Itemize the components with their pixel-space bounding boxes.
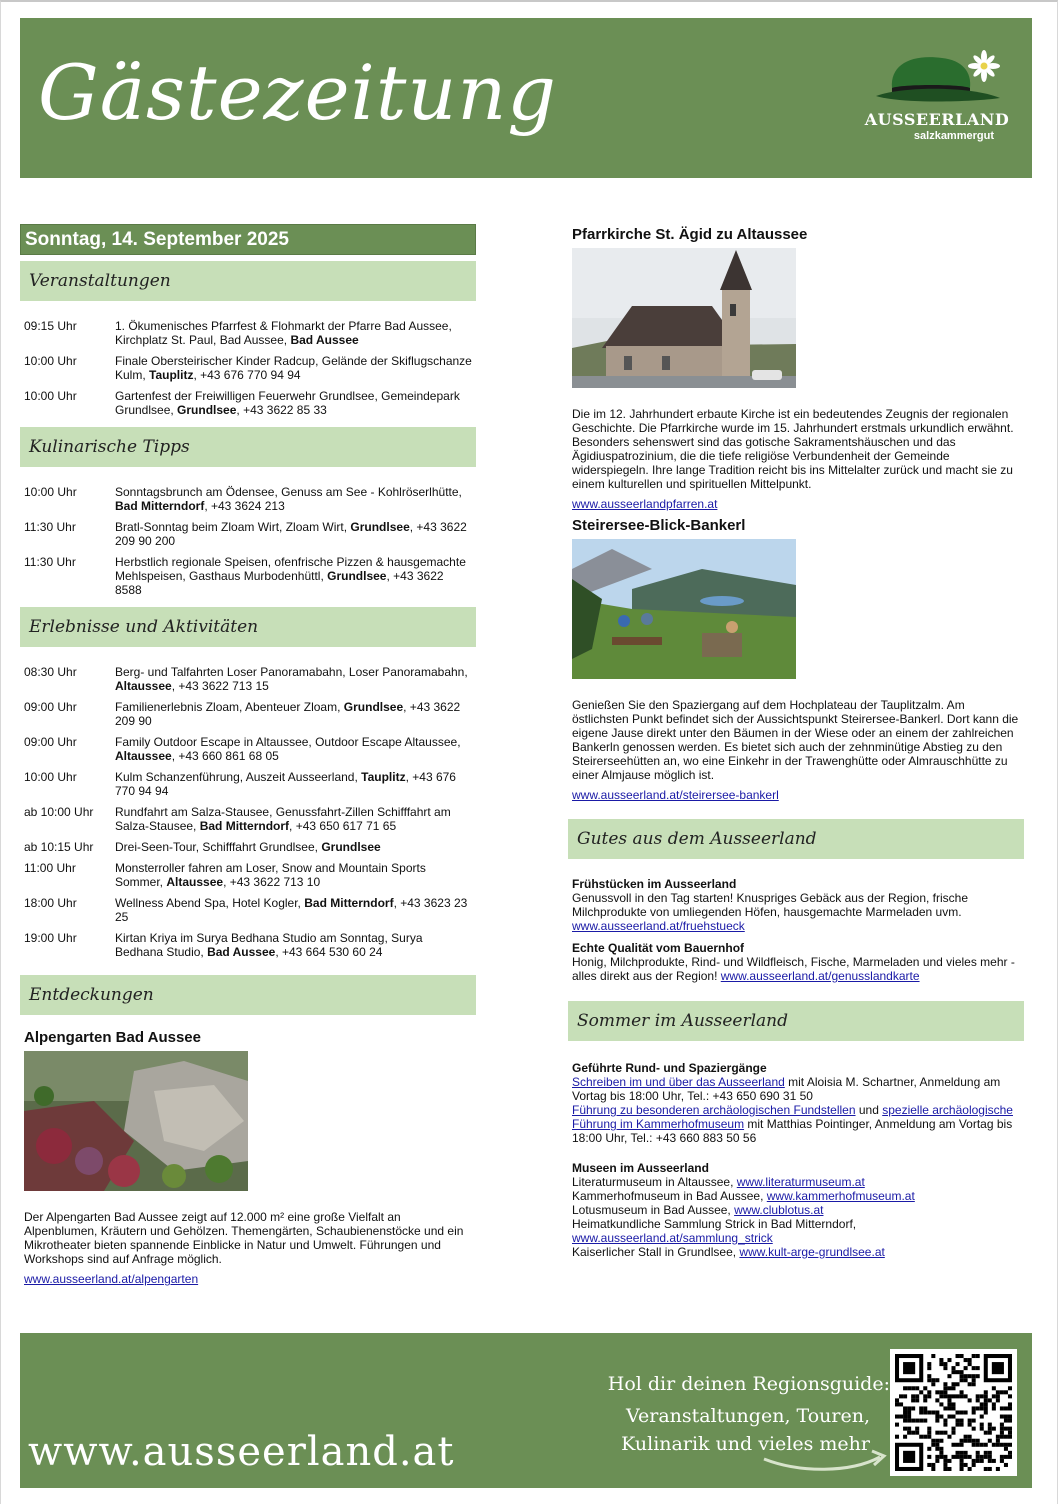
event-contact: , +43 676 770 94 94 [193, 368, 301, 382]
event-time: 11:30 Uhr [24, 520, 76, 534]
event-time: 10:00 Uhr [24, 354, 77, 368]
event-contact: , +43 3622 713 15 [171, 679, 269, 693]
event-text: 1. Ökumenisches Pfarrfest & Flohmarkt der Pfarre Bad Aussee, Kirchplatz St. Paul, Bad Aussee, [115, 319, 452, 347]
alpengarten-title: Alpengarten Bad Aussee [24, 1029, 201, 1046]
footer-line-2: Veranstaltungen, Touren, [626, 1405, 870, 1427]
event-description [115, 485, 472, 513]
event-contact: , +43 660 861 68 05 [171, 749, 279, 763]
museum-4-link[interactable]: www.ausseerland.at/sammlung_strick [572, 1231, 773, 1245]
kammerhof-fuehrung-link[interactable]: spezielle archäologische Führung im Kammerhofmuseum [572, 1103, 1013, 1131]
museen-title: Museen im Ausseerland [572, 1161, 709, 1175]
event-description [115, 770, 472, 798]
event-place: Bad Aussee [290, 333, 359, 347]
event-text: Rundfahrt am Salza-Stausee, Genussfahrt-Zillen Schifffahrt am Salza-Stausee, [115, 805, 451, 833]
left-column [20, 224, 476, 1286]
event-place: Altaussee [115, 679, 172, 693]
event-contact: , +43 664 530 60 24 [275, 945, 383, 959]
event-place: Bad Mitterndorf [115, 499, 205, 513]
schreiben-text: mit Aloisia M. Schartner, Anmeldung am Vortag bis 18:00 Uhr, Tel.: +43 650 690 31 50 [572, 1075, 1001, 1103]
event-description [115, 555, 472, 597]
header-banner [20, 18, 1032, 178]
kirche-link[interactable]: www.ausseerlandpfarren.at [572, 497, 718, 511]
ausseerland-logo [862, 44, 1012, 154]
event-contact: , +43 676 770 94 94 [115, 770, 456, 798]
event-place: Grundlsee [327, 569, 387, 583]
event-row [24, 665, 472, 693]
event-text: Familienerlebnis Zloam, Abenteuer Zloam, [115, 700, 344, 714]
event-contact: , +43 3622 209 90 [115, 700, 461, 728]
footer-url[interactable]: www.ausseerland.at [28, 1429, 455, 1475]
event-place: Grundlsee [321, 840, 381, 854]
fruehstueck-text: Genussvoll in den Tag starten! Knuspriges Gebäck aus der Region, frische Milchprodukte von umliegenden Höfen, hausgemachte Marmeladen uvm. [572, 891, 968, 919]
event-description [115, 840, 472, 854]
fruehstueck-title: Frühstücken im Ausseerland [572, 877, 737, 891]
alpengarten-photo [24, 1051, 248, 1191]
event-text: Monsterroller fahren am Loser, Snow and Mountain Sports Sommer, [115, 861, 426, 889]
alpengarten-text: Der Alpengarten Bad Aussee zeigt auf 12.000 m² eine große Vielfalt an Alpenblumen, Kräutern und Gehölzen. Themengärten, Schaubienenstöcke und ein Mikrotheater bieten spannende Einblicke in Natur und Umwelt. Führungen und Workshops sind auf Anfrage möglich. [24, 1210, 464, 1266]
hat-edelweiss-icon [862, 44, 1012, 114]
event-text: Wellness Abend Spa, Hotel Kogler, [115, 896, 305, 910]
right-column [568, 224, 1024, 1259]
event-time: 11:00 Uhr [24, 861, 76, 875]
event-row [24, 389, 472, 417]
and-text: und [855, 1103, 883, 1117]
logo-subtitle: salzkammergut [913, 130, 994, 142]
erlebnisse-list [20, 647, 476, 959]
event-description [115, 805, 472, 833]
bauernhof-link[interactable]: www.ausseerland.at/genusslandkarte [720, 969, 920, 983]
section-veranstaltungen: Veranstaltungen [20, 261, 476, 301]
event-description [115, 931, 472, 959]
event-place: Grundlsee [350, 520, 410, 534]
event-text: Finale Obersteirischer Kinder Radcup, Gelände der Skiflugschanze Kulm, [115, 354, 472, 382]
event-description [115, 520, 472, 548]
museum-4-text: Heimatkundliche Sammlung Strick in Bad Mitterndorf, [572, 1217, 857, 1231]
museum-5-link[interactable]: www.kult-arge-grundlsee.at [739, 1245, 885, 1259]
footer-banner [20, 1333, 1032, 1488]
museum-1-text: Literaturmuseum in Altaussee, [572, 1175, 737, 1189]
pointinger-text: mit Matthias Pointinger, Anmeldung am Vortag bis 18:00 Uhr, Tel.: +43 660 883 50 56 [572, 1117, 1013, 1145]
page-title: Gästezeitung [38, 48, 557, 137]
event-place: Altaussee [115, 749, 172, 763]
event-row [24, 555, 472, 597]
section-gutes: Gutes aus dem Ausseerland [568, 819, 1024, 859]
section-kulinarisch: Kulinarische Tipps [20, 427, 476, 467]
event-description [115, 354, 472, 382]
event-place: Tauplitz [149, 368, 194, 382]
event-text: Gartenfest der Freiwilligen Feuerwehr Grundlsee, Gemeindepark Grundlsee, [115, 389, 460, 417]
event-place: Grundlsee [343, 700, 404, 714]
bankerl-title: Steirersee-Blick-Bankerl [572, 517, 746, 534]
event-time: 09:00 Uhr [24, 700, 77, 714]
section-sommer: Sommer im Ausseerland [568, 1001, 1024, 1041]
event-time: 11:30 Uhr [24, 555, 76, 569]
event-place: Altaussee [166, 875, 224, 889]
event-text: Bratl-Sonntag beim Zloam Wirt, Zloam Wirt, [115, 520, 351, 534]
event-description [115, 896, 472, 924]
event-row [24, 805, 472, 833]
qr-code[interactable] [890, 1349, 1017, 1476]
footer-line-1: Hol dir deinen Regionsguide: [607, 1373, 890, 1395]
event-text: Kulm Schanzenführung, Auszeit Ausseerland, [115, 770, 362, 784]
museum-2-link[interactable]: www.kammerhofmuseum.at [766, 1189, 915, 1203]
kulinarisch-list [20, 467, 476, 597]
museum-5-text: Kaiserlicher Stall in Grundlsee, [572, 1245, 740, 1259]
bankerl-photo [572, 539, 796, 679]
event-row [24, 520, 472, 548]
event-time: 10:00 Uhr [24, 485, 77, 499]
event-text: Kirtan Kriya im Surya Bedhana Studio am Sonntag, Surya Bedhana Studio, [115, 931, 423, 959]
event-row [24, 700, 472, 728]
bauernhof-text: Honig, Milchprodukte, Rind- und Wildfleisch, Fische, Marmeladen und vieles mehr - alles direkt aus der Region! [572, 955, 1015, 983]
event-row [24, 931, 472, 959]
event-time: 10:00 Uhr [24, 770, 77, 784]
gaenge-title: Geführte Rund- und Spaziergänge [572, 1061, 767, 1075]
event-text: Berg- und Talfahrten Loser Panoramabahn, Loser Panoramabahn, [115, 665, 468, 679]
event-place: Bad Aussee [207, 945, 276, 959]
event-contact: , +43 3622 85 33 [236, 403, 327, 417]
event-description [115, 665, 472, 693]
event-contact: , +43 3624 213 [204, 499, 285, 513]
fundstellen-link[interactable]: Führung zu besonderen archäologischen Fundstellen [572, 1103, 856, 1117]
event-row [24, 840, 472, 854]
event-text: Herbstlich regionale Speisen, ofenfrische Pizzen & hausgemachte Mehlspeisen, Gasthaus Murbodenhüttl, [115, 555, 466, 583]
bauernhof-title: Echte Qualität vom Bauernhof [572, 941, 745, 955]
event-text: Drei-Seen-Tour, Schifffahrt Grundlsee, [115, 840, 322, 854]
museum-3-link[interactable]: www.clublotus.at [734, 1203, 824, 1217]
schreiben-link[interactable]: Schreiben im und über das Ausseerland [572, 1075, 785, 1089]
museum-3-text: Lotusmuseum in Bad Aussee, [572, 1203, 735, 1217]
bankerl-link[interactable]: www.ausseerland.at/steirersee-bankerl [572, 788, 779, 802]
event-row [24, 770, 472, 798]
event-time: ab 10:00 Uhr [24, 805, 94, 819]
event-description [115, 389, 472, 417]
section-entdeckungen: Entdeckungen [20, 975, 476, 1015]
event-place: Bad Mitterndorf [304, 896, 394, 910]
event-description [115, 861, 472, 889]
footer-line-3: Kulinarik und vieles mehr [621, 1433, 870, 1455]
event-row [24, 319, 472, 347]
alpengarten-link[interactable]: www.ausseerland.at/alpengarten [24, 1272, 199, 1286]
logo-name: AUSSEERLAND [864, 110, 1010, 129]
event-contact: , +43 3622 713 10 [223, 875, 321, 889]
event-time: 10:00 Uhr [24, 389, 77, 403]
event-contact: , +43 3622 8588 [115, 569, 444, 597]
date-heading: Sonntag, 14. September 2025 [20, 224, 476, 255]
qr-code-icon [895, 1354, 1012, 1471]
event-description [115, 700, 472, 728]
kirche-title: Pfarrkirche St. Ägid zu Altaussee [572, 226, 808, 243]
event-row [24, 861, 472, 889]
event-row [24, 735, 472, 763]
section-erlebnisse: Erlebnisse und Aktivitäten [20, 607, 476, 647]
event-text: Family Outdoor Escape in Altaussee, Outdoor Escape Altaussee, [115, 735, 461, 749]
event-time: 09:00 Uhr [24, 735, 77, 749]
event-row [24, 485, 472, 513]
event-row [24, 354, 472, 382]
fruehstueck-link[interactable]: www.ausseerland.at/fruehstueck [572, 919, 745, 933]
kirche-photo [572, 248, 796, 388]
event-time: 19:00 Uhr [24, 931, 77, 945]
event-time: 18:00 Uhr [24, 896, 77, 910]
event-time: 08:30 Uhr [24, 665, 77, 679]
kirche-text: Die im 12. Jahrhundert erbaute Kirche ist ein bedeutendes Zeugnis der regionalen Geschichte. Die Pfarrkirche wurde im 15. Jahrhundert erstmals urkundlich erwähnt. Besonders sehenswert sind das gotische Sakramentshäuschen und das Ägidiuspatrozinium, die die tiefe religiöse Verbundenheit der Gemeinde widerspiegeln. Ihre lange Tradition reicht bis ins Mittelalter zurück und macht sie zu einem kulturellen und spirituellen Mittelpunkt. [572, 407, 1014, 491]
event-description [115, 319, 472, 347]
event-description [115, 735, 472, 763]
event-place: Grundlsee [177, 403, 237, 417]
bankerl-text: Genießen Sie den Spaziergang auf dem Hochplateau der Tauplitzalm. Am östlichsten Punkt befindet sich der Aussichtspunkt Steirersee-Bankerl. Dort kann die eigene Jause direkt unter den Bäumen in der Wiese oder an einem der zahlreichen Bankerln genossen werden. Es bietet sich auch der zehnminütige Abstieg zu den Steirerseehütten an, wo eine Einkehr in der Trawenghütte oder Almrauschhütte zu einer Almjause möglich ist. [572, 698, 1019, 782]
event-place: Tauplitz [361, 770, 406, 784]
veranstaltungen-list [20, 301, 476, 417]
event-row [24, 896, 472, 924]
event-place: Bad Mitterndorf [199, 819, 290, 833]
event-text: Sonntagsbrunch am Ödensee, Genuss am See - Kohlröserlhütte, [115, 485, 462, 499]
museum-2-text: Kammerhofmuseum in Bad Aussee, [572, 1189, 767, 1203]
event-contact: , +43 3623 23 25 [115, 896, 468, 924]
event-time: ab 10:15 Uhr [24, 840, 94, 854]
museum-1-link[interactable]: www.literaturmuseum.at [736, 1175, 865, 1189]
arrow-icon [760, 1445, 890, 1475]
event-contact: , +43 3622 209 90 200 [115, 520, 467, 548]
event-contact: , +43 650 617 71 65 [289, 819, 397, 833]
event-time: 09:15 Uhr [24, 319, 77, 333]
